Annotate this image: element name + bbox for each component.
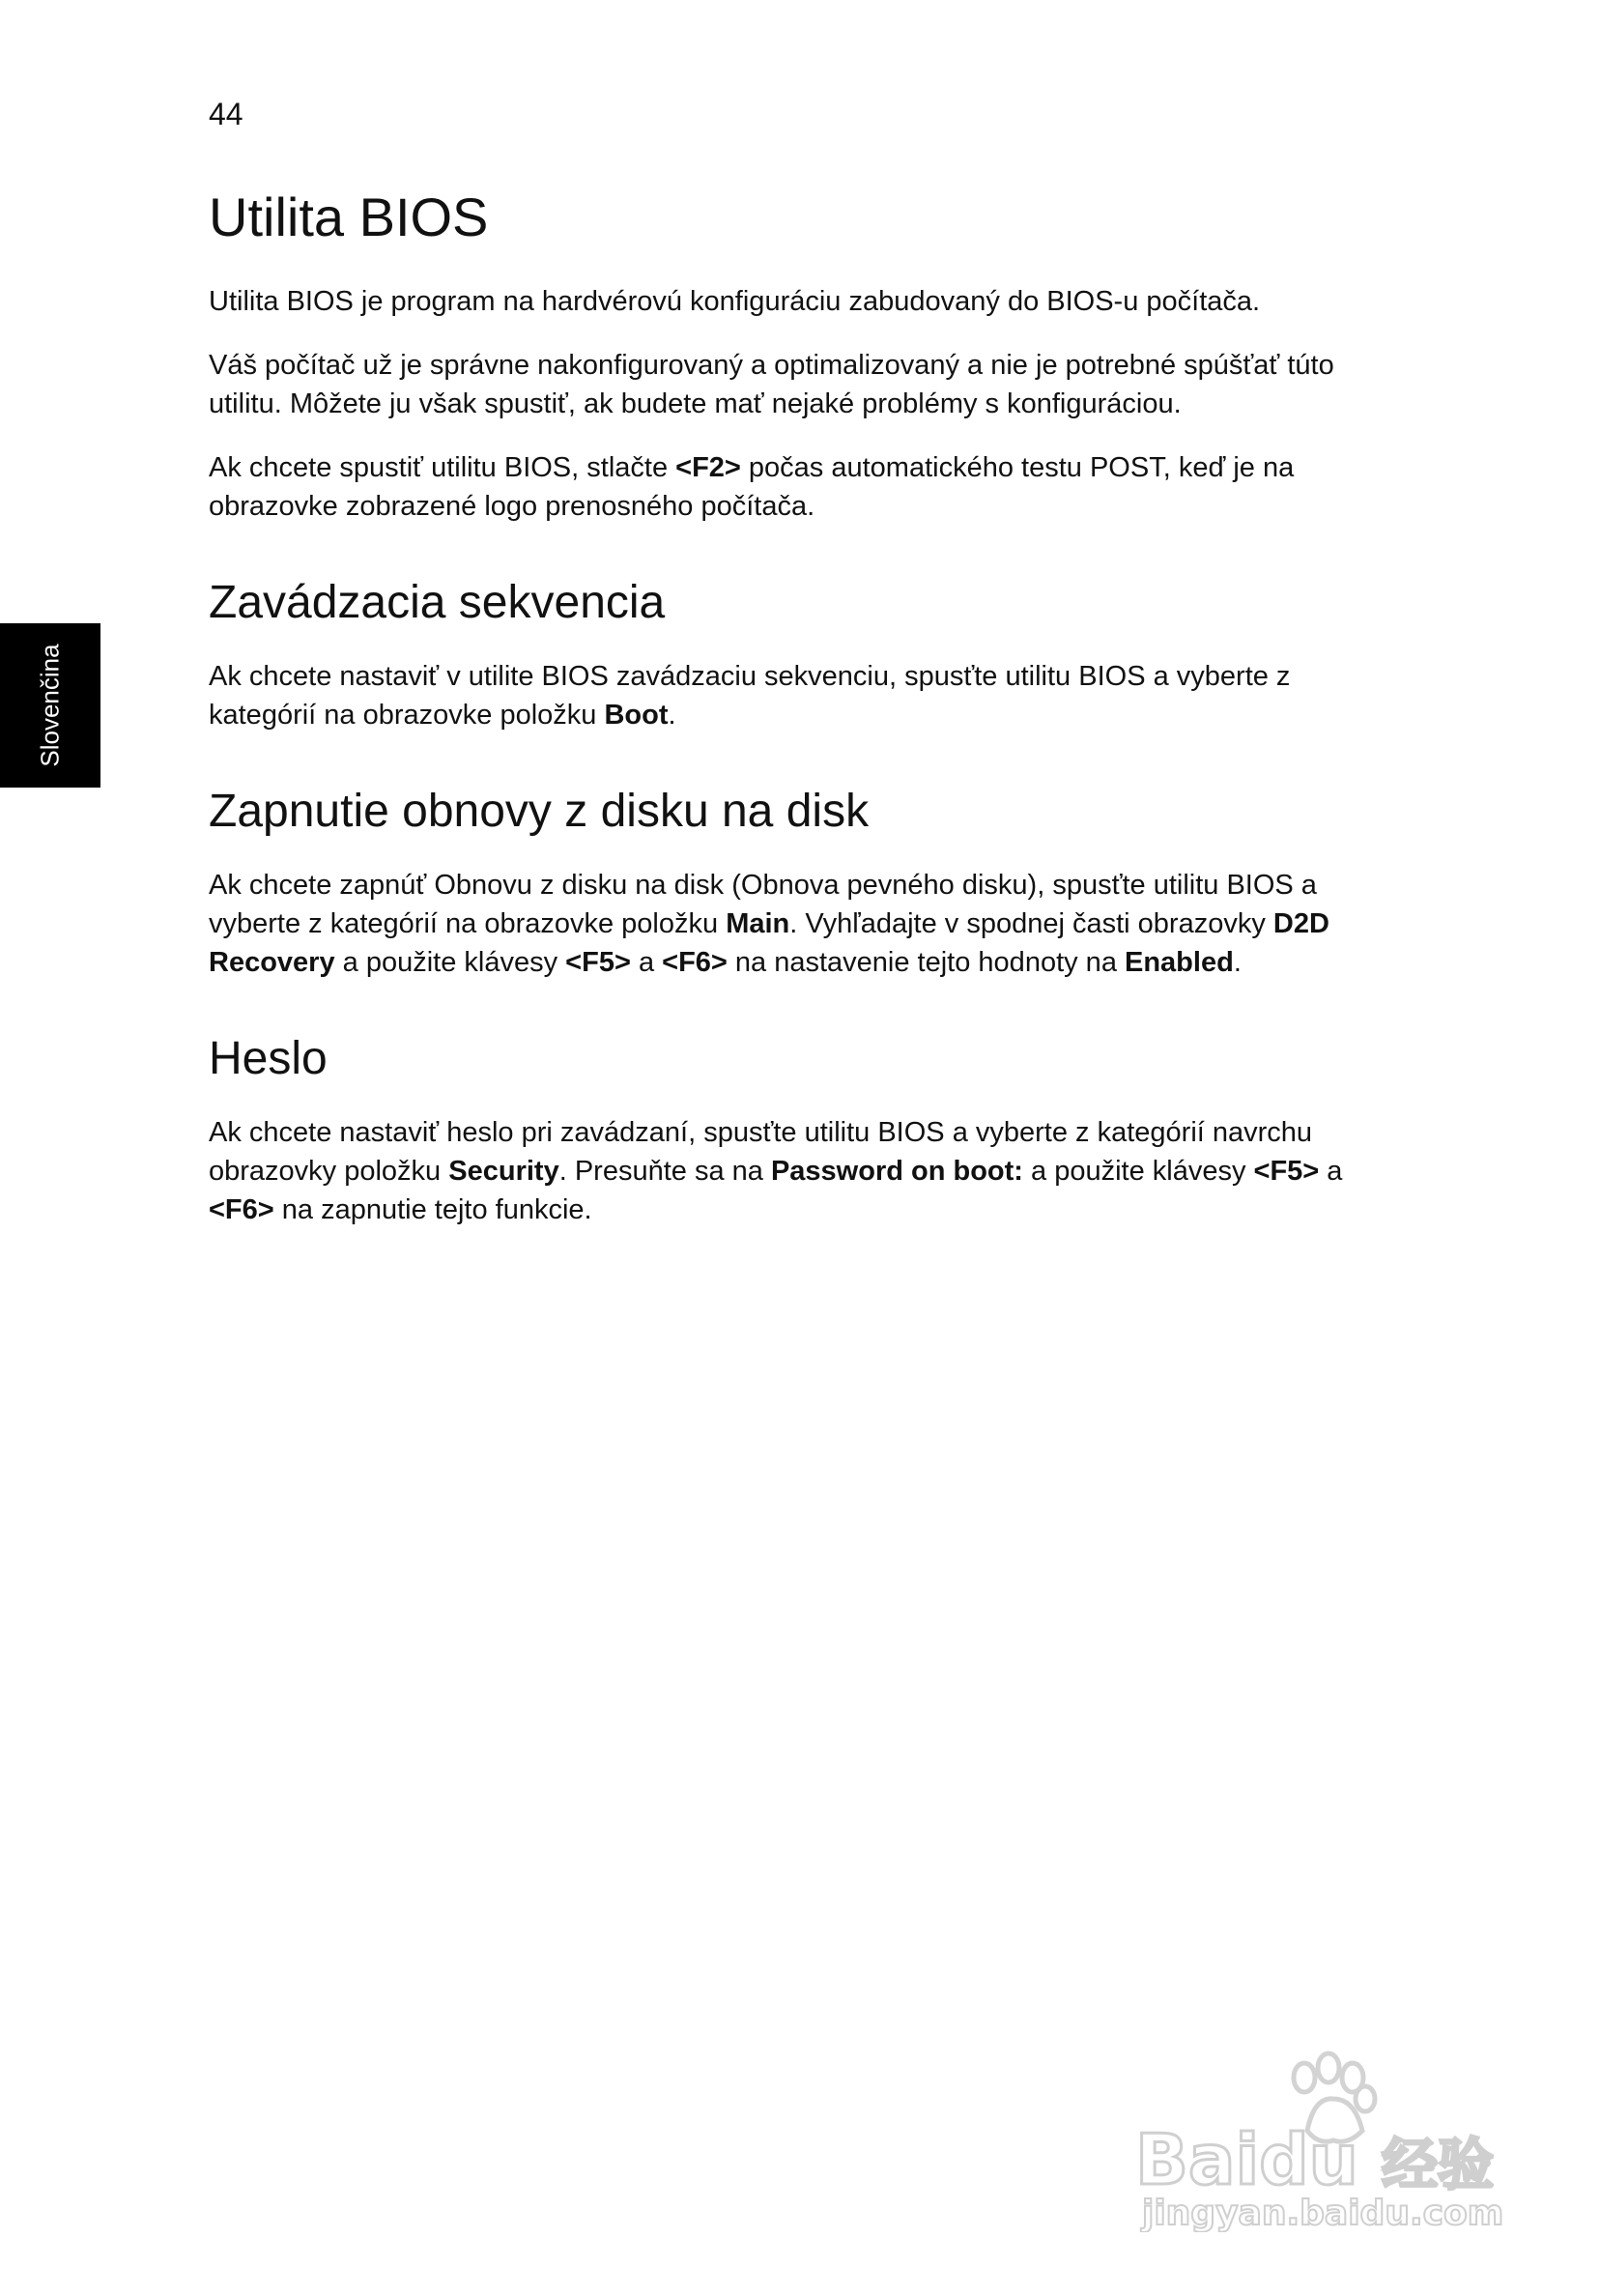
text-run: počas automatického testu POST, keď je na obrazovke zobrazené logo prenosného počítača.: [209, 452, 1295, 522]
text-run: . Vyhľadajte v spodnej časti obrazovky: [789, 908, 1273, 939]
bold-term: <F6>: [662, 947, 728, 978]
section-paragraph: [209, 866, 1368, 982]
bold-term: <F6>: [209, 1194, 274, 1225]
text-run: Utilita BIOS je program na hardvérovú konfiguráciu zabudovaný do BIOS-u počítača.: [209, 286, 1261, 317]
intro-paragraph: [209, 448, 1368, 526]
intro-paragraph: [209, 282, 1368, 321]
bold-term: <F2>: [675, 452, 741, 483]
sections: [209, 574, 1368, 1229]
baidu-watermark-logo: [1130, 2039, 1517, 2232]
text-run: na nastavenie tejto hodnoty na: [727, 947, 1125, 978]
text-run: Ak chcete spustiť utilitu BIOS, stlačte: [209, 452, 676, 483]
text-run: Ak chcete nastaviť v utilite BIOS zavádzaciu sekvenciu, spusťte utilitu BIOS a vyberte z kategórií na obrazovke položku: [209, 661, 1291, 731]
section-heading: Zavádzacia sekvencia: [209, 577, 666, 628]
text-run: Ak chcete nastaviť heslo pri zavádzaní, spusťte utilitu BIOS a vyberte z kategórií navrchu obrazovky položku: [209, 1117, 1313, 1187]
text-run: a použite klávesy: [334, 947, 566, 978]
side-tab-label: Slovenčina: [35, 644, 65, 767]
language-side-tab: [0, 623, 100, 788]
bold-term: Main: [726, 908, 790, 939]
text-run: .: [1233, 947, 1242, 978]
text-run: Váš počítač už je správne nakonfigurovaný a optimalizovaný a nie je potrebné spúšťať túto utilitu. Môžete ju však spustiť, ak budete mať nejaké problémy s konfiguráciou.: [209, 350, 1334, 419]
page-number: 44: [209, 97, 243, 131]
section-heading: Zapnutie obnovy z disku na disk: [209, 786, 870, 837]
text-run: a: [1319, 1156, 1343, 1187]
intro-paragraph: [209, 346, 1368, 423]
bold-term: Security: [448, 1156, 559, 1187]
text-run: na zapnutie tejto funkcie.: [273, 1194, 592, 1225]
bold-term: Password on boot:: [770, 1156, 1023, 1187]
watermark-url: jingyan.baidu.com: [1142, 2194, 1504, 2232]
bold-term: Boot: [604, 700, 669, 731]
text-run: .: [668, 700, 676, 731]
bold-term: Enabled: [1125, 947, 1234, 978]
document-content: [209, 184, 1368, 1254]
text-run: Ak chcete zapnúť Obnovu z disku na disk (Obnova pevného disku), spusťte utilitu BIOS a vyberte z kategórií na obrazovke položku: [209, 870, 1317, 939]
bold-term: <F5>: [1253, 1156, 1320, 1187]
section-paragraph: [209, 1113, 1368, 1229]
watermark-brand-cn: 经验: [1382, 2132, 1495, 2197]
section-heading: Heslo: [209, 1033, 328, 1084]
page-title: Utilita BIOS: [209, 187, 489, 247]
text-run: . Presuňte sa na: [558, 1156, 771, 1187]
section-paragraph: [209, 657, 1368, 734]
intro-paragraphs: [209, 282, 1368, 526]
text-run: a: [630, 947, 663, 978]
watermark-brand: Baidu: [1135, 2119, 1358, 2200]
bold-term: <F5>: [565, 947, 631, 978]
bold-term: D2D Recovery: [209, 908, 1329, 978]
text-run: a použite klávesy: [1022, 1156, 1254, 1187]
